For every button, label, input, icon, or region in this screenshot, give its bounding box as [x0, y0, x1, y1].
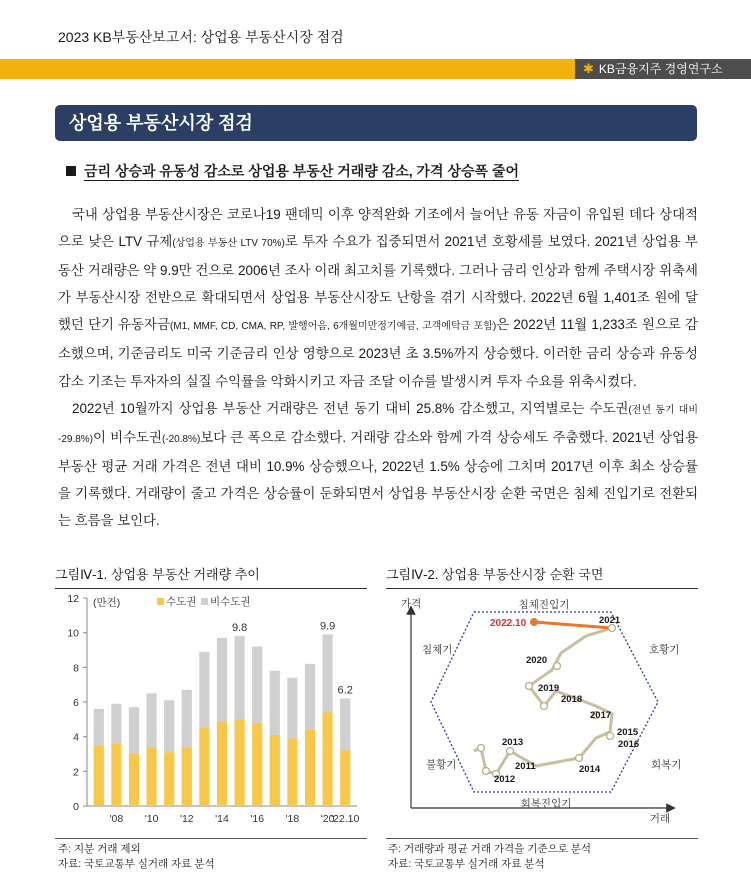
bar-noncapital: [270, 671, 280, 735]
data-label: 9.9: [319, 620, 336, 633]
label-2019: 2019: [538, 683, 560, 694]
figure2-note: 주: 거래량과 평균 거래 가격을 기준으로 분석: [388, 843, 591, 855]
legend-swatch-noncapital: [201, 598, 208, 605]
legend-swatch-capital: [157, 598, 164, 605]
bar-capital: [164, 752, 174, 806]
transaction-volume-chart: [55, 588, 367, 833]
phase-left-bottom: 불황기: [426, 759, 457, 771]
bullet-square-icon: [66, 166, 76, 176]
report-title: 2023 KB부동산보고서: 상업용 부동산시장 점검: [58, 29, 344, 45]
point-2010: [478, 745, 485, 752]
bar-noncapital: [322, 634, 332, 712]
subheading: [66, 161, 519, 181]
bar-noncapital: [199, 652, 209, 728]
point-2019: [526, 683, 533, 690]
subheading-text: 금리 상승과 유동성 감소로 상업용 부동산 거래량 감소, 가격 상승폭 줄어: [84, 163, 519, 179]
bar-capital: [217, 721, 227, 806]
chart-unit-label: (만건): [93, 597, 121, 609]
legend-label-noncapital: 비수도권: [210, 596, 251, 608]
bar-capital: [322, 712, 332, 806]
bar-capital: [129, 754, 139, 806]
bar-capital: [340, 751, 350, 806]
bar-capital: [234, 719, 244, 806]
phase-right-bottom: 회복기: [651, 759, 682, 771]
bar-noncapital: [111, 704, 121, 744]
paragraph-2: 2022년 10월까지 상업용 부동산 거래량은 전년 동기 대비 25.8% 감소했고, 지역별로는 수도권(전년 동기 대비 -29.8%)이 비수도권(-20.8%)보다 큰 폭으로 감소했다. 거래량 감소와 함께 가격 상승세도 주춤했다. 2021년 상업용 부동산 평균 거래 가격은 전년 대비 10.9% 상승했으나, 2022년 1.5% 상승에 그치며 2017년 이후 최소 상승률을 기록했다. 거래량이 줄고 가격은 상승률이 둔화되면서 상업용 부동산시장 순환 국면은 침체 진입기로 전환되는 흐름을 보인다.: [58, 400, 698, 529]
point-2012: [483, 768, 490, 775]
bar-capital: [305, 730, 315, 806]
x-tick-label: '16: [250, 813, 265, 825]
label-2018: 2018: [561, 694, 583, 705]
phase-top: 침체진입기: [518, 599, 570, 611]
label-2017: 2017: [590, 710, 612, 721]
body-text: [58, 201, 698, 534]
section-title: 상업용 부동산시장 점검: [55, 105, 697, 141]
bar-capital: [252, 723, 262, 806]
figure1-note: 주: 지분 거래 제외: [58, 843, 141, 855]
figure2-notes: [388, 842, 591, 872]
bar-capital: [146, 747, 156, 806]
label-2020: 2020: [526, 655, 548, 666]
point-2013: [507, 748, 514, 755]
point-2022-10: [530, 618, 538, 626]
x-tick-label: '12: [179, 813, 194, 825]
kb-star-icon: ✱: [583, 61, 594, 76]
y-tick-label: 6: [73, 697, 79, 709]
data-label: 9.8: [231, 622, 248, 635]
bar-noncapital: [234, 636, 244, 719]
bar-capital: [270, 735, 280, 806]
y-tick-label: 8: [73, 662, 79, 675]
cycle-path: [474, 628, 612, 774]
y-tick-label: 12: [67, 593, 79, 605]
bar-noncapital: [94, 709, 104, 745]
figure1-divider: [55, 838, 367, 839]
figure2-source: 자료: 국토교통부 실거래 자료 분석: [388, 858, 545, 870]
bar-capital: [182, 747, 192, 806]
figure2-title: 그림Ⅳ-2. 상업용 부동산시장 순환 국면: [386, 564, 698, 589]
chart-legend: [157, 595, 251, 608]
paragraph-1: 국내 상업용 부동산시장은 코로나19 팬데믹 이후 양적완화 기조에서 늘어난 유동 자금이 유입된 데다 상대적으로 낮은 LTV 규제(상업용 부동산 LTV 70%)로 투자 수요가 집중되면서 2021년 호황세를 보였다. 2021년 상업용 부동산 거래량은 약 9.9만 건으로 2006년 조사 이래 최고치를 기록했다. 그러나 금리 인상과 함께 주택시장 위축세가 부동산시장 전반으로 확대되면서 상업용 부동산시장도 난항을 겪기 시작했다. 2022년 6월 1,401조 원에 달했던 단기 유동자금(M1, MMF, CD, CMA, RP, 발행어음, 6개월미만정기예금, 고객예탁금 포함)은 2022년 11월 1,233조 원으로 감소했으며, 기준금리도 미국 기준금리 인상 영향으로 2023년 초 3.5%까지 상승했다. 이러한 금리 상승과 유동성 감소 기조는 투자자의 실질 수익률을 악화시키고 자금 조달 이슈를 발생시켜 투자 수요를 위축시켰다.: [58, 207, 698, 389]
bar-capital: [287, 738, 297, 806]
y-tick-label: 10: [67, 627, 79, 640]
label-2016: 2016: [618, 739, 640, 750]
figure1-notes: [58, 842, 215, 872]
bar-capital: [111, 744, 121, 806]
label-2012: 2012: [494, 774, 516, 785]
phase-bottom: 회복진입기: [520, 798, 572, 810]
y-tick-label: 2: [73, 766, 79, 779]
x-tick-label: '10: [144, 813, 159, 825]
bar-noncapital: [287, 678, 297, 739]
label-2013: 2013: [502, 737, 524, 748]
bar-noncapital: [129, 707, 139, 754]
bar-noncapital: [305, 664, 315, 730]
legend-label-capital: 수도권: [166, 596, 197, 608]
label-2011: 2011: [515, 761, 536, 772]
x-tick-label: '18: [285, 813, 300, 825]
phase-left-top: 침체기: [422, 644, 453, 656]
point-2020: [554, 663, 561, 670]
label-2022-10: 2022.10: [490, 618, 527, 629]
bar-capital: [94, 745, 104, 806]
figure2-divider: [386, 838, 698, 839]
label-2014: 2014: [579, 764, 601, 775]
label-2021: 2021: [599, 615, 621, 626]
x-axis-label: 거래: [649, 813, 670, 825]
x-tick-label: '22.10: [331, 813, 360, 825]
figure1-title: 그림Ⅳ-1. 상업용 부동산 거래량 추이: [55, 564, 367, 589]
bar-noncapital: [340, 699, 350, 751]
bar-noncapital: [252, 647, 262, 723]
bar-noncapital: [182, 690, 192, 747]
point-2015: [607, 733, 614, 740]
point-2018: [541, 703, 548, 710]
y-axis-label: 가격: [401, 598, 422, 610]
label-2015: 2015: [617, 727, 639, 738]
bar-capital: [199, 728, 209, 806]
bar-noncapital: [146, 693, 156, 747]
brand-logo: [575, 59, 751, 79]
bar-noncapital: [164, 700, 174, 752]
data-label: 6.2: [337, 684, 353, 697]
y-tick-label: 4: [73, 731, 79, 744]
x-tick-label: '14: [215, 813, 229, 825]
figure1-source: 자료: 국토교통부 실거래 자료 분석: [58, 858, 215, 870]
phase-right-top: 호황기: [649, 644, 680, 656]
market-cycle-diagram: [386, 588, 698, 833]
brand-name: KB금융지주 경영연구소: [598, 62, 723, 76]
bar-noncapital: [217, 638, 227, 721]
y-tick-label: 0: [73, 801, 79, 813]
point-2014: [576, 755, 583, 762]
x-tick-label: '08: [109, 813, 124, 825]
x-tick-label: '20: [320, 813, 335, 825]
